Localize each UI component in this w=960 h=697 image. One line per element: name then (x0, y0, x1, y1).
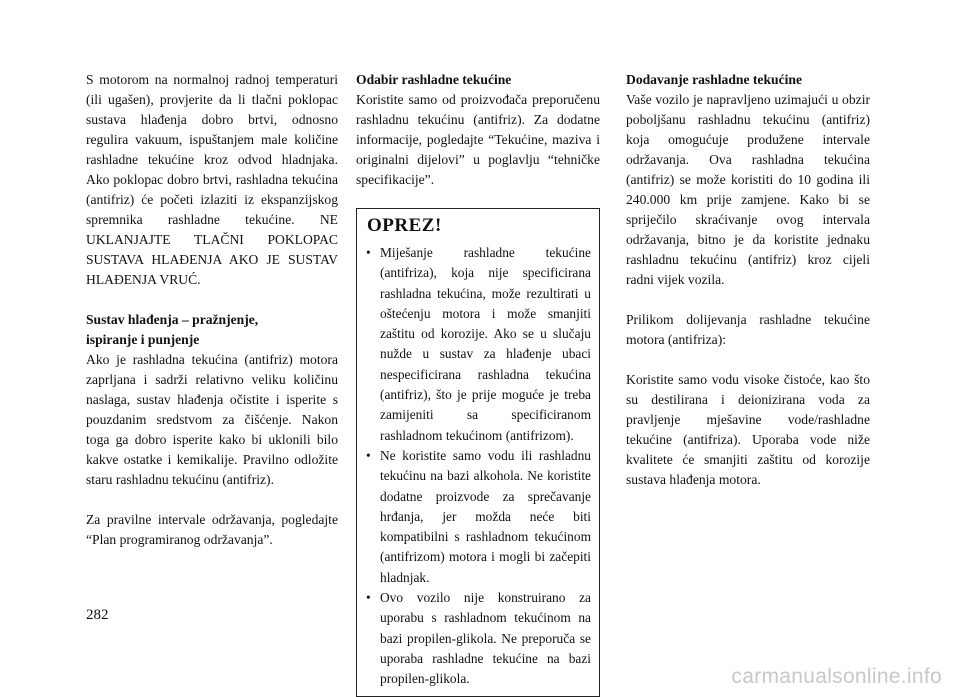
column-left (86, 70, 338, 570)
paragraph-pressure-cap-check: S motorom na normalnoj radnoj temperaturi (ili ugašen), provjerite da li tlačni poklopac sustava hlađenja dobro brtvi, odnosno regulira vakuum, ispuštanjem male količine rashladne tekućine kroz odvod hladnjaka. Ako poklopac dobro brtvi, rashladna tekućina (antifriz) će početi izlaziti iz ekspanzijskog spremnika rashladne tekućine. NE UKLANJAJTE TLAČNI POKLOPAC SUSTAVA HLAĐENJA AKO JE SUSTAV HLAĐENJA VRUĆ. (86, 72, 338, 287)
paragraph-coolant-selection: Koristite samo od proizvođača preporučenu rashladnu tekućinu (antifriz). Za dodatne informacije, pogledajte “Tekućine, maziva i originalni dijelovi” u poglavlju “tehničke specifikacije”. (356, 92, 600, 187)
bullet-icon: • (366, 245, 371, 260)
paragraph-water-quality: Koristite samo vodu visoke čistoće, kao što su destilirana i deionizirana voda za pravljenje mješavine vode/rashladne tekućine (antifriza). Uporaba vode niže kvalitete će smanjiti zaštitu od korozije sustava hlađenja motora. (626, 372, 870, 487)
caution-title: OPREZ! (367, 215, 442, 236)
heading-cooling-system-drain (86, 310, 338, 350)
paragraph-extended-life-coolant: Vaše vozilo je napravljeno uzimajući u obzir poboljšanu rashladnu tekućinu (antifriz) koja omogućuje produžene intervale održavanja. Ova rashladna tekućina (antifriz) se može koristiti do 10 godina ili 240.000 km prije zamjene. Kako bi se spriječilo skraćivanje ovog intervala održavanja, bitno je da koristite jednaku rashladnu tekućinu (antifriz) kroz cijeli radni vijek vozila. (626, 92, 870, 287)
paragraph-maintenance-intervals: Za pravilne intervale održavanja, pogledajte “Plan programiranog održavanja”. (86, 512, 338, 547)
caution-list (365, 243, 591, 690)
caution-item-text: Miješanje rashladne tekućine (antifriza), koja nije specificirana rashladna tekućina, može rezultirati u oštećenju motora i može smanjiti zaštitu od korozije. Ako se u slučaju nužde u sustav za hlađenje ubaci nespecificirana rashladna tekućina (antifriz), što je prije moguće je treba zamijeniti sa specificiranom rashladnom tekućinom (antifrizom). (380, 245, 591, 443)
page-number: 282 (86, 607, 109, 623)
bullet-icon: • (366, 447, 371, 463)
caution-item (365, 588, 591, 689)
caution-item (365, 243, 591, 446)
column-middle (356, 70, 600, 697)
heading-line-1: Sustav hlađenja – pražnjenje, (86, 312, 259, 327)
paragraph-flush-instructions: Ako je rashladna tekućina (antifriz) motora zaprljana i sadrži relativno veliku količinu naslaga, sustav hlađenja očistite i isperite s pouzdanim sredstvom za čišćenje. Nakon toga ga dobro isperite kako bi uklonili bilo kakve ostatke i kemikalije. Pravilno odložite staru rashladnu tekućinu (antifriz). (86, 352, 338, 487)
caution-item-text: Ovo vozilo nije konstruirano za uporabu s rashladnom tekućinom na bazi propilen-glikola. Ne preporuča se uporaba rashladne tekućine na bazi propilen-glikola. (380, 590, 591, 687)
heading-adding-coolant: Dodavanje rashladne tekućine (626, 72, 802, 87)
column-right (626, 70, 870, 510)
heading-coolant-selection: Odabir rashladne tekućine (356, 72, 512, 87)
watermark: carmanualsonline.info (731, 665, 942, 688)
caution-item-text: Ne koristite samo vodu ili rashladnu tekućinu na bazi alkohola. Ne koristite dodatne proizvode za sprečavanje hrđanja, jer možda neće biti kompatibilni s rashladnom tekućinom (antifrizom) motora i mogli bi začepiti hladnjak. (380, 447, 591, 585)
caution-box (356, 208, 600, 697)
paragraph-topping-up: Prilikom dolijevanja rashladne tekućine motora (antifriza): (626, 312, 870, 347)
bullet-icon: • (366, 590, 371, 606)
heading-line-2: ispiranje i punjenje (86, 332, 200, 347)
caution-item (365, 446, 591, 588)
